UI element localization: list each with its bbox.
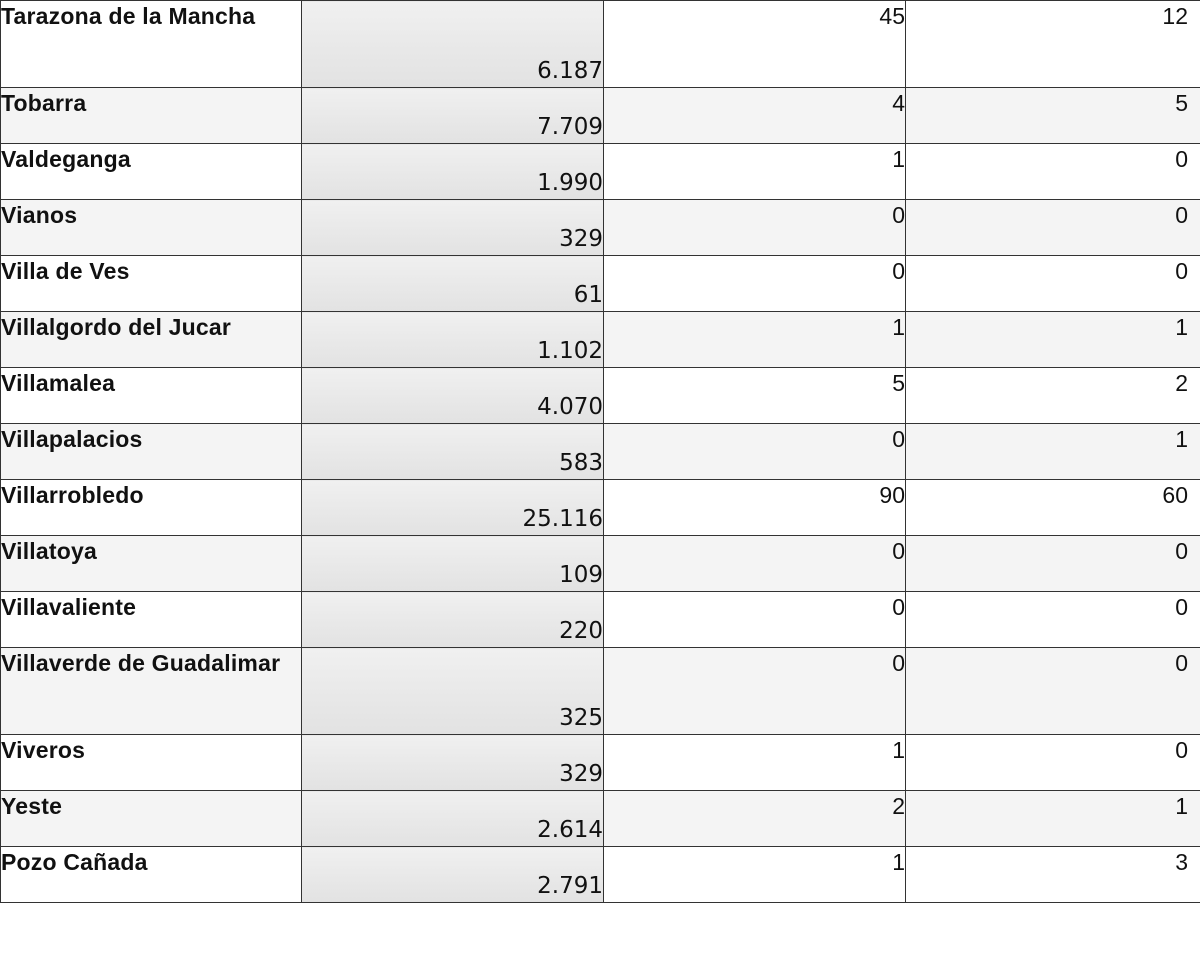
municipality-name: Valdeganga bbox=[1, 144, 302, 200]
table-row bbox=[1, 88, 1200, 144]
count-value-a: 4 bbox=[604, 88, 906, 144]
municipality-name: Villamalea bbox=[1, 368, 302, 424]
municipality-name: Pozo Cañada bbox=[1, 847, 302, 903]
population-value: 7.709 bbox=[302, 88, 604, 144]
population-value: 220 bbox=[302, 592, 604, 648]
population-value: 1.990 bbox=[302, 144, 604, 200]
count-value-b: 0 bbox=[906, 536, 1200, 592]
population-value: 583 bbox=[302, 424, 604, 480]
count-value-a: 1 bbox=[604, 735, 906, 791]
count-value-a: 1 bbox=[604, 847, 906, 903]
count-value-a: 5 bbox=[604, 368, 906, 424]
table-row bbox=[1, 791, 1200, 847]
count-value-a: 0 bbox=[604, 536, 906, 592]
population-value: 329 bbox=[302, 200, 604, 256]
table-row bbox=[1, 144, 1200, 200]
municipality-name: Villaverde de Guadalimar bbox=[1, 648, 302, 735]
table-row bbox=[1, 480, 1200, 536]
table-row bbox=[1, 1, 1200, 88]
count-value-a: 1 bbox=[604, 312, 906, 368]
count-value-b: 0 bbox=[906, 200, 1200, 256]
table-row bbox=[1, 735, 1200, 791]
count-value-b: 0 bbox=[906, 648, 1200, 735]
population-value: 2.614 bbox=[302, 791, 604, 847]
count-value-b: 0 bbox=[906, 735, 1200, 791]
count-value-a: 0 bbox=[604, 256, 906, 312]
population-value: 4.070 bbox=[302, 368, 604, 424]
table-row bbox=[1, 312, 1200, 368]
table-row bbox=[1, 648, 1200, 735]
municipality-name: Tobarra bbox=[1, 88, 302, 144]
count-value-b: 0 bbox=[906, 256, 1200, 312]
population-value: 61 bbox=[302, 256, 604, 312]
population-value: 2.791 bbox=[302, 847, 604, 903]
table-row bbox=[1, 424, 1200, 480]
count-value-a: 90 bbox=[604, 480, 906, 536]
table-row bbox=[1, 200, 1200, 256]
count-value-a: 0 bbox=[604, 200, 906, 256]
municipality-name: Vianos bbox=[1, 200, 302, 256]
municipality-name: Villapalacios bbox=[1, 424, 302, 480]
municipality-name: Villarrobledo bbox=[1, 480, 302, 536]
table-row bbox=[1, 592, 1200, 648]
municipality-name: Tarazona de la Mancha bbox=[1, 1, 302, 88]
count-value-b: 1 bbox=[906, 312, 1200, 368]
count-value-b: 5 bbox=[906, 88, 1200, 144]
population-value: 325 bbox=[302, 648, 604, 735]
count-value-b: 3 bbox=[906, 847, 1200, 903]
population-value: 329 bbox=[302, 735, 604, 791]
municipality-name: Villatoya bbox=[1, 536, 302, 592]
count-value-a: 0 bbox=[604, 424, 906, 480]
municipality-name: Villa de Ves bbox=[1, 256, 302, 312]
table-row bbox=[1, 368, 1200, 424]
count-value-b: 1 bbox=[906, 424, 1200, 480]
count-value-b: 0 bbox=[906, 144, 1200, 200]
count-value-a: 0 bbox=[604, 648, 906, 735]
count-value-b: 12 bbox=[906, 1, 1200, 88]
count-value-a: 1 bbox=[604, 144, 906, 200]
population-value: 25.116 bbox=[302, 480, 604, 536]
population-value: 1.102 bbox=[302, 312, 604, 368]
table-row bbox=[1, 256, 1200, 312]
count-value-a: 45 bbox=[604, 1, 906, 88]
count-value-b: 1 bbox=[906, 791, 1200, 847]
table-row bbox=[1, 847, 1200, 903]
count-value-b: 60 bbox=[906, 480, 1200, 536]
table-row bbox=[1, 536, 1200, 592]
population-value: 6.187 bbox=[302, 1, 604, 88]
count-value-a: 0 bbox=[604, 592, 906, 648]
municipality-name: Villavaliente bbox=[1, 592, 302, 648]
table-body bbox=[1, 1, 1200, 903]
count-value-b: 2 bbox=[906, 368, 1200, 424]
municipality-name: Yeste bbox=[1, 791, 302, 847]
municipality-name: Villalgordo del Jucar bbox=[1, 312, 302, 368]
municipality-name: Viveros bbox=[1, 735, 302, 791]
count-value-b: 0 bbox=[906, 592, 1200, 648]
count-value-a: 2 bbox=[604, 791, 906, 847]
population-value: 109 bbox=[302, 536, 604, 592]
